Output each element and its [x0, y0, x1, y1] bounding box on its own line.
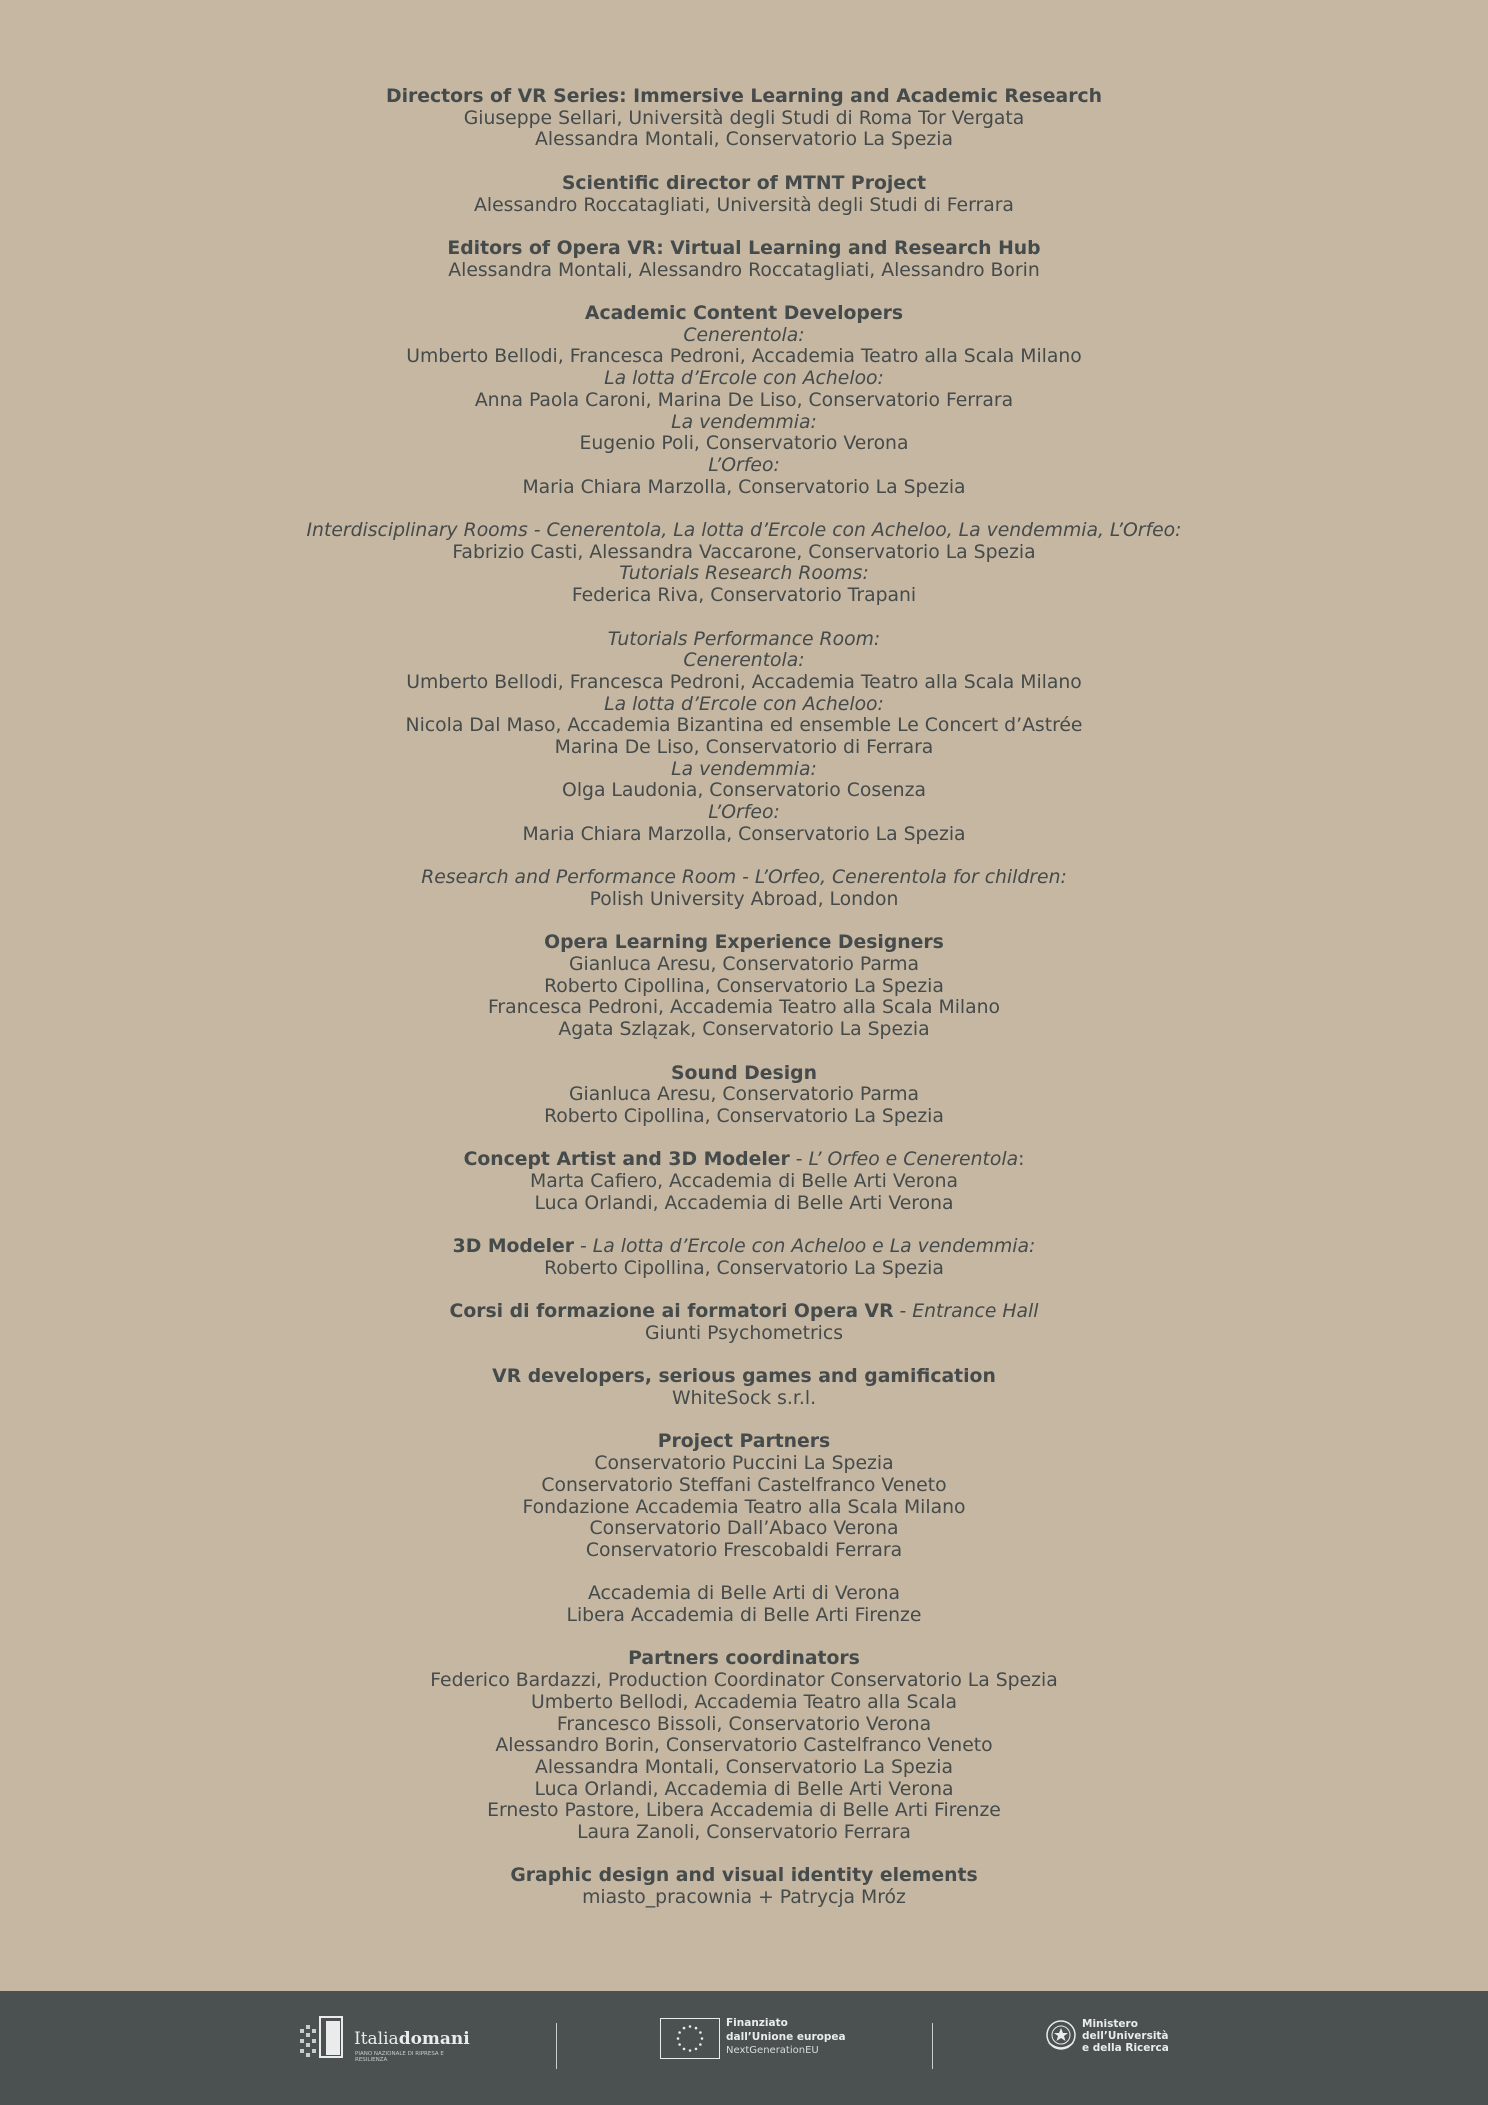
credit-line — [0, 932, 1488, 954]
credit-subheading: Entrance Hall — [912, 1301, 1039, 1323]
credit-line — [0, 650, 1488, 672]
credit-text: Federica Riva, Conservatorio Trapani — [571, 585, 917, 607]
credit-line — [0, 260, 1488, 282]
credit-text: Luca Orlandi, Accademia di Belle Arti Verona — [534, 1192, 954, 1214]
credit-text: Accademia di Belle Arti di Verona — [587, 1583, 901, 1605]
credit-text: Gianluca Aresu, Conservatorio Parma — [568, 1084, 920, 1106]
credit-heading: Opera Learning Experience Designers — [544, 932, 944, 954]
credit-text: Fondazione Accademia Teatro alla Scala Milano — [522, 1496, 966, 1518]
credit-line — [0, 1193, 1488, 1215]
credit-line — [0, 108, 1488, 130]
credit-line — [0, 303, 1488, 325]
credit-line — [0, 238, 1488, 260]
credit-subheading: Interdisciplinary Rooms - Cenerentola, La lotta d’Ercole con Acheloo, La vendemmia, L’Orfeo: — [306, 520, 1182, 541]
credit-subheading: L’ Orfeo e Cenerentola — [808, 1149, 1019, 1171]
credit-subheading: Cenerentola: — [683, 324, 805, 346]
credit-text: Umberto Bellodi, Accademia Teatro alla Scala — [530, 1691, 958, 1713]
credit-line — [0, 976, 1488, 998]
credit-text: Alessandra Montali, Conservatorio La Spezia — [535, 1756, 953, 1778]
credit-section — [0, 629, 1488, 846]
credit-text: Olga Laudonia, Conservatorio Cosenza — [562, 780, 926, 802]
credit-line — [0, 867, 1488, 889]
credit-line — [0, 1497, 1488, 1519]
credit-text: Ernesto Pastore, Libera Accademia di Belle Arti Firenze — [487, 1800, 1001, 1822]
credit-heading: Editors of Opera VR: Virtual Learning and Research Hub — [447, 237, 1041, 259]
credit-subheading: La vendemmia: — [671, 758, 817, 780]
credit-section — [0, 932, 1488, 1041]
eu-star-icon — [695, 2048, 698, 2051]
credit-line — [0, 433, 1488, 455]
credit-heading: Concept Artist and 3D Modeler — [463, 1149, 790, 1171]
credit-text: Alessandro Borin, Conservatorio Castelfranco Veneto — [495, 1735, 993, 1757]
credit-text: Federico Bardazzi, Production Coordinator Conservatorio La Spezia — [430, 1670, 1058, 1692]
ministry-line-1: Ministero — [1082, 2018, 1138, 2030]
eu-star-icon — [683, 2027, 686, 2030]
credit-subheading: La lotta d’Ercole con Acheloo e La vendemmia: — [592, 1236, 1036, 1258]
credit-heading: Graphic design and visual identity elements — [510, 1865, 978, 1887]
credit-subheading: L’Orfeo: — [708, 802, 780, 824]
credit-line — [0, 1475, 1488, 1497]
credit-heading: Partners coordinators — [628, 1648, 860, 1670]
credit-heading: Sound Design — [671, 1062, 817, 1084]
credit-text: Conservatorio Dall’Abaco Verona — [589, 1518, 899, 1540]
eu-star-icon — [699, 2031, 702, 2034]
credit-line — [0, 1236, 1488, 1258]
ministry-line-3: e della Ricerca — [1082, 2042, 1169, 2054]
credit-line — [0, 1540, 1488, 1562]
credit-line — [0, 1757, 1488, 1779]
credit-text: - — [789, 1149, 809, 1171]
credit-text: Giunti Psychometrics — [644, 1322, 843, 1344]
credit-subheading: Cenerentola: — [683, 650, 805, 672]
eu-star-icon — [689, 2025, 692, 2028]
credit-text: Conservatorio Frescobaldi Ferrara — [585, 1539, 903, 1561]
eu-star-icon — [678, 2031, 681, 2034]
credit-text: Francesca Pedroni, Accademia Teatro alla Scala Milano — [487, 997, 1001, 1019]
credit-heading: Directors of VR Series: Immersive Learning and Academic Research — [386, 86, 1102, 107]
credit-line — [0, 173, 1488, 195]
eu-funding-logo[interactable] — [660, 2011, 850, 2067]
credit-section — [0, 1149, 1488, 1214]
credit-section — [0, 1865, 1488, 1908]
credit-line — [0, 1258, 1488, 1280]
credit-line — [0, 1822, 1488, 1844]
credit-line — [0, 368, 1488, 390]
credit-line — [0, 542, 1488, 564]
credit-section — [0, 303, 1488, 498]
credit-heading: VR developers, serious games and gamification — [492, 1366, 996, 1388]
credit-section — [0, 86, 1488, 151]
credit-text: - — [574, 1236, 593, 1258]
credit-section — [0, 1431, 1488, 1561]
credit-line — [0, 715, 1488, 737]
credit-line — [0, 759, 1488, 781]
credit-line — [0, 737, 1488, 759]
eu-line-3: NextGenerationEU — [726, 2045, 819, 2056]
credit-line — [0, 954, 1488, 976]
credit-text: Luca Orlandi, Accademia di Belle Arti Verona — [534, 1778, 954, 1800]
credit-line — [0, 1388, 1488, 1410]
eu-line-1: Finanziato — [726, 2017, 788, 2029]
credit-line — [0, 694, 1488, 716]
credit-line — [0, 672, 1488, 694]
credit-subheading: Tutorials Research Rooms: — [619, 563, 869, 585]
credit-line — [0, 455, 1488, 477]
eu-star-icon — [683, 2048, 686, 2051]
credit-line — [0, 1019, 1488, 1041]
eu-star-icon — [701, 2037, 704, 2040]
credit-line — [0, 1171, 1488, 1193]
italiadomani-logo-icon — [298, 2015, 350, 2061]
credit-line — [0, 802, 1488, 824]
credit-text: Polish University Abroad, London — [589, 888, 899, 910]
eu-star-icon — [689, 2049, 692, 2052]
credit-heading: Corsi di formazione ai formatori Opera VR — [449, 1301, 894, 1323]
credit-line — [0, 412, 1488, 434]
credit-line — [0, 1149, 1488, 1171]
credit-text: Nicola Dal Maso, Accademia Bizantina ed ensemble Le Concert d’Astrée — [405, 715, 1083, 737]
credit-line — [0, 1735, 1488, 1757]
footer-divider — [556, 2023, 557, 2069]
credit-line — [0, 629, 1488, 651]
credit-section — [0, 238, 1488, 281]
eu-line-2: dall’Unione europea — [726, 2031, 846, 2043]
credit-text: Alessandra Montali, Alessandro Roccatagliati, Alessandro Borin — [448, 259, 1040, 281]
credit-subheading: Tutorials Performance Room: — [607, 628, 881, 650]
credit-text: Fabrizio Casti, Alessandra Vaccarone, Conservatorio La Spezia — [452, 541, 1036, 563]
credit-section — [0, 520, 1488, 607]
credit-line — [0, 195, 1488, 217]
credit-heading: Academic Content Developers — [584, 302, 904, 324]
italiadomani-logo[interactable] — [298, 2011, 470, 2067]
credit-text: Conservatorio Steffani Castelfranco Veneto — [541, 1474, 947, 1496]
credit-text: Giuseppe Sellari, Università degli Studi di Roma Tor Vergata — [463, 107, 1025, 129]
credit-line — [0, 824, 1488, 846]
eu-star-icon — [678, 2043, 681, 2046]
italiadomani-name: Italiadomani — [354, 2029, 470, 2049]
credit-text: Roberto Cipollina, Conservatorio La Spezia — [544, 1257, 944, 1279]
credit-text: miasto_pracownia + Patrycja Mróz — [582, 1887, 906, 1909]
credit-line — [0, 346, 1488, 368]
credit-line — [0, 1583, 1488, 1605]
eu-flag-icon — [660, 2018, 720, 2059]
footer-bar — [0, 1991, 1488, 2105]
credit-text: Gianluca Aresu, Conservatorio Parma — [568, 954, 920, 976]
credit-line — [0, 889, 1488, 911]
credit-line — [0, 997, 1488, 1019]
credit-line — [0, 563, 1488, 585]
credit-text: Marina De Liso, Conservatorio di Ferrara — [554, 737, 934, 759]
credit-subheading: La lotta d’Ercole con Acheloo: — [604, 693, 884, 715]
credit-text: Anna Paola Caroni, Marina De Liso, Conservatorio Ferrara — [474, 389, 1014, 411]
credit-section — [0, 1236, 1488, 1279]
credit-line — [0, 1605, 1488, 1627]
credit-line — [0, 1692, 1488, 1714]
credit-subheading: L’Orfeo: — [708, 454, 780, 476]
footer-divider — [932, 2023, 933, 2069]
credit-line — [0, 1084, 1488, 1106]
credit-line — [0, 1648, 1488, 1670]
credit-section — [0, 867, 1488, 910]
credit-line — [0, 86, 1488, 108]
credit-text: Roberto Cipollina, Conservatorio La Spezia — [544, 1105, 944, 1127]
ministry-name — [1082, 2018, 1169, 2054]
credit-text: Umberto Bellodi, Francesca Pedroni, Accademia Teatro alla Scala Milano — [406, 671, 1082, 693]
eu-star-icon — [695, 2027, 698, 2030]
credit-line — [0, 1865, 1488, 1887]
credit-text: Alessandro Roccatagliati, Università degli Studi di Ferrara — [474, 194, 1014, 216]
credit-line — [0, 1366, 1488, 1388]
eu-star-icon — [677, 2037, 680, 2040]
credits-list — [0, 86, 1488, 1931]
credit-line — [0, 1453, 1488, 1475]
republic-emblem-icon — [1044, 2017, 1078, 2053]
credit-line — [0, 129, 1488, 151]
credit-section — [0, 1583, 1488, 1626]
credit-section — [0, 1063, 1488, 1128]
credit-line — [0, 780, 1488, 802]
credit-line — [0, 1518, 1488, 1540]
credit-text: Maria Chiara Marzolla, Conservatorio La Spezia — [522, 476, 966, 498]
credit-line — [0, 1431, 1488, 1453]
credit-text: Maria Chiara Marzolla, Conservatorio La Spezia — [522, 823, 966, 845]
ministry-logo[interactable] — [1044, 2011, 1194, 2067]
credit-section — [0, 173, 1488, 216]
credit-line — [0, 1063, 1488, 1085]
credit-text: Francesco Bissoli, Conservatorio Verona — [556, 1713, 932, 1735]
credit-heading: Scientific director of MTNT Project — [561, 172, 927, 194]
credit-line — [0, 1800, 1488, 1822]
credit-subheading: La lotta d’Ercole con Acheloo: — [604, 368, 884, 390]
credit-line — [0, 1779, 1488, 1801]
credit-text: Conservatorio Puccini La Spezia — [594, 1453, 894, 1475]
credit-text: - — [893, 1301, 913, 1323]
credit-line — [0, 477, 1488, 499]
credit-line — [0, 585, 1488, 607]
credit-line — [0, 1323, 1488, 1345]
credit-text: WhiteSock s.r.l. — [671, 1388, 817, 1409]
credit-line — [0, 1887, 1488, 1909]
credit-section — [0, 1366, 1488, 1409]
credit-text: Agata Szlązak, Conservatorio La Spezia — [558, 1019, 930, 1041]
credit-text: Marta Cafiero, Accademia di Belle Arti Verona — [530, 1171, 958, 1193]
credit-section — [0, 1301, 1488, 1344]
credit-line — [0, 1301, 1488, 1323]
credit-text: Libera Accademia di Belle Arti Firenze — [566, 1605, 922, 1626]
credit-text: Roberto Cipollina, Conservatorio La Spezia — [544, 975, 944, 997]
italiadomani-subtitle: PIANO NAZIONALE DI RIPRESA E RESILIENZA — [355, 2051, 444, 2063]
credit-text: Laura Zanoli, Conservatorio Ferrara — [577, 1822, 911, 1844]
credit-line — [0, 1106, 1488, 1128]
credit-heading: Project Partners — [657, 1431, 831, 1453]
credit-heading: 3D Modeler — [452, 1236, 575, 1258]
credit-line — [0, 520, 1488, 542]
credit-line — [0, 390, 1488, 412]
credit-line — [0, 325, 1488, 347]
credit-line — [0, 1714, 1488, 1736]
credit-subheading: Research and Performance Room - L’Orfeo, Cenerentola for children: — [421, 867, 1067, 889]
credit-line — [0, 1670, 1488, 1692]
credit-text: Umberto Bellodi, Francesca Pedroni, Accademia Teatro alla Scala Milano — [406, 346, 1082, 368]
credit-subheading: La vendemmia: — [671, 411, 817, 433]
credit-text: : — [1018, 1149, 1025, 1171]
eu-star-icon — [699, 2043, 702, 2046]
credit-text: Alessandra Montali, Conservatorio La Spezia — [535, 129, 953, 151]
credit-section — [0, 1648, 1488, 1843]
credit-text: Eugenio Poli, Conservatorio Verona — [579, 433, 909, 455]
ministry-line-2: dell’Università — [1082, 2030, 1169, 2042]
